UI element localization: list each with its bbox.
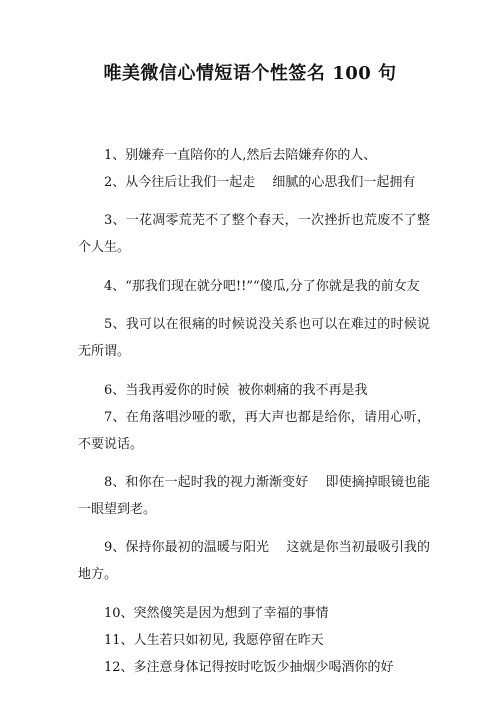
list-item: 3、一花凋零荒芜不了整个春天，一次挫折也荒废不了整个人生。 [78, 213, 430, 256]
list-item: 10、突然傻笑是因为想到了幸福的事情 [104, 605, 329, 621]
signature-list [78, 142, 430, 681]
list-item: 9、保持你最初的温暖与阳光 这就是你当初最吸引我的地方。 [78, 540, 430, 583]
list-item: 11、人生若只如初见, 我愿停留在昨天 [104, 632, 324, 648]
list-item: 4、“那我们现在就分吧!!”“傻瓜,分了你就是我的前女友 [104, 278, 420, 294]
list-item: 12、多注意身体记得按时吃饭少抽烟少喝酒你的好 [104, 659, 394, 675]
list-item: 5、我可以在很痛的时候说没关系也可以在难过的时候说无所谓。 [78, 317, 430, 360]
document-title: 唯美微信心情短语个性签名 100 句 [103, 63, 397, 84]
list-item: 7、在角落唱沙哑的歌，再大声也都是给你，请用心听，不要说话。 [78, 409, 430, 452]
list-item: 1、别嫌弃一直陪你的人,然后去陪嫌弃你的人、 [104, 148, 377, 163]
list-item: 6、当我再爱你的时候 被你刺痛的我不再是我 [104, 382, 368, 398]
list-item: 2、从今往后让我们一起走 细腻的心思我们一起拥有 [104, 175, 416, 190]
list-item: 8、和你在一起时我的视力渐渐变好 即使摘掉眼镜也能一眼望到老。 [78, 474, 430, 517]
